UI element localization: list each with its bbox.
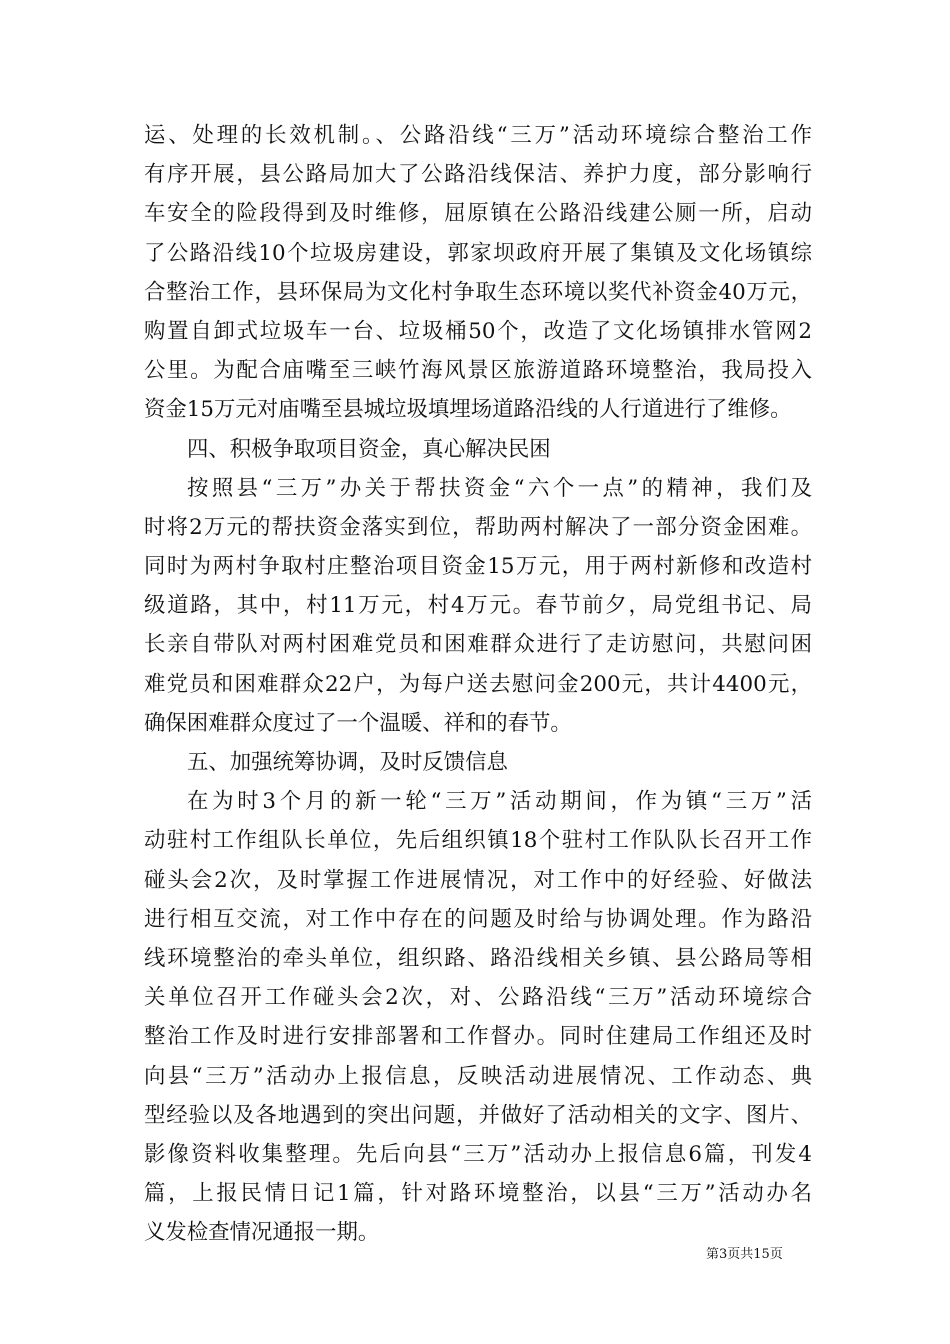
text-line: 整治工作及时进行安排部署和工作督办。同时住建局工作组还及时 <box>144 1024 812 1050</box>
text-line: 有序开展，县公路局加大了公路沿线保洁、养护力度，部分影响行 <box>144 162 812 188</box>
page-number: 第3页共15页 <box>706 1247 783 1262</box>
text-line: 公里。为配合庙嘴至三峡竹海风景区旅游道路环境整治，我局投入 <box>144 358 812 384</box>
text-line: 四、积极争取项目资金，真心解决民困 <box>187 436 551 462</box>
text-line: 线环境整治的牵头单位，组织路、路沿线相关乡镇、县公路局等相 <box>144 945 812 971</box>
text-line: 型经验以及各地遇到的突出问题，并做好了活动相关的文字、图片、 <box>144 1102 812 1128</box>
text-line: 车安全的险段得到及时维修，屈原镇在公路沿线建公厕一所，启动 <box>144 201 812 227</box>
text-line: 合整治工作，县环保局为文化村争取生态环境以奖代补资金40万元， <box>144 279 812 305</box>
text-line: 碰头会2次，及时掌握工作进展情况，对工作中的好经验、好做法 <box>144 867 812 893</box>
text-line: 资金15万元对庙嘴至县城垃圾填埋场道路沿线的人行道进行了维修。 <box>144 397 792 423</box>
text-line: 关单位召开工作碰头会2次，对、公路沿线“三万”活动环境综合 <box>144 985 812 1011</box>
text-line: 按照县“三万”办关于帮扶资金“六个一点”的精神，我们及 <box>187 475 812 501</box>
text-line: 义发检查情况通报一期。 <box>144 1220 380 1246</box>
text-line: 同时为两村争取村庄整治项目资金15万元，用于两村新修和改造村 <box>144 554 812 580</box>
text-line: 级道路，其中，村11万元，村4万元。春节前夕，局党组书记、局 <box>144 593 812 619</box>
text-line: 五、加强统筹协调，及时反馈信息 <box>187 750 508 775</box>
text-line: 长亲自带队对两村困难党员和困难群众进行了走访慰问，共慰问困 <box>144 632 812 658</box>
text-line: 确保困难群众度过了一个温暖、祥和的春节。 <box>144 710 572 736</box>
text-line: 运、处理的长效机制。、公路沿线“三万”活动环境综合整治工作 <box>144 123 812 148</box>
text-line: 在为时3个月的新一轮“三万”活动期间，作为镇“三万”活 <box>187 789 812 815</box>
text-line: 购置自卸式垃圾车一台、垃圾桶50个，改造了文化场镇排水管网2 <box>144 318 812 344</box>
text-line: 时将2万元的帮扶资金落实到位，帮助两村解决了一部分资金困难。 <box>144 514 812 540</box>
text-line: 影像资料收集整理。先后向县“三万”活动办上报信息6篇，刊发4 <box>144 1141 812 1167</box>
text-line: 篇，上报民情日记1篇，针对路环境整治，以县“三万”活动办名 <box>144 1181 812 1207</box>
document-body <box>144 116 812 1252</box>
text-line: 动驻村工作组队长单位，先后组织镇18个驻村工作队队长召开工作 <box>144 828 812 854</box>
text-line: 进行相互交流，对工作中存在的问题及时给与协调处理。作为路沿 <box>144 906 812 932</box>
text-line: 难党员和困难群众22户，为每户送去慰问金200元，共计4400元， <box>144 671 812 697</box>
text-line: 了公路沿线10个垃圾房建设，郭家坝政府开展了集镇及文化场镇综 <box>144 240 812 266</box>
text-line: 向县“三万”活动办上报信息，反映活动进展情况、工作动态、典 <box>144 1063 812 1089</box>
